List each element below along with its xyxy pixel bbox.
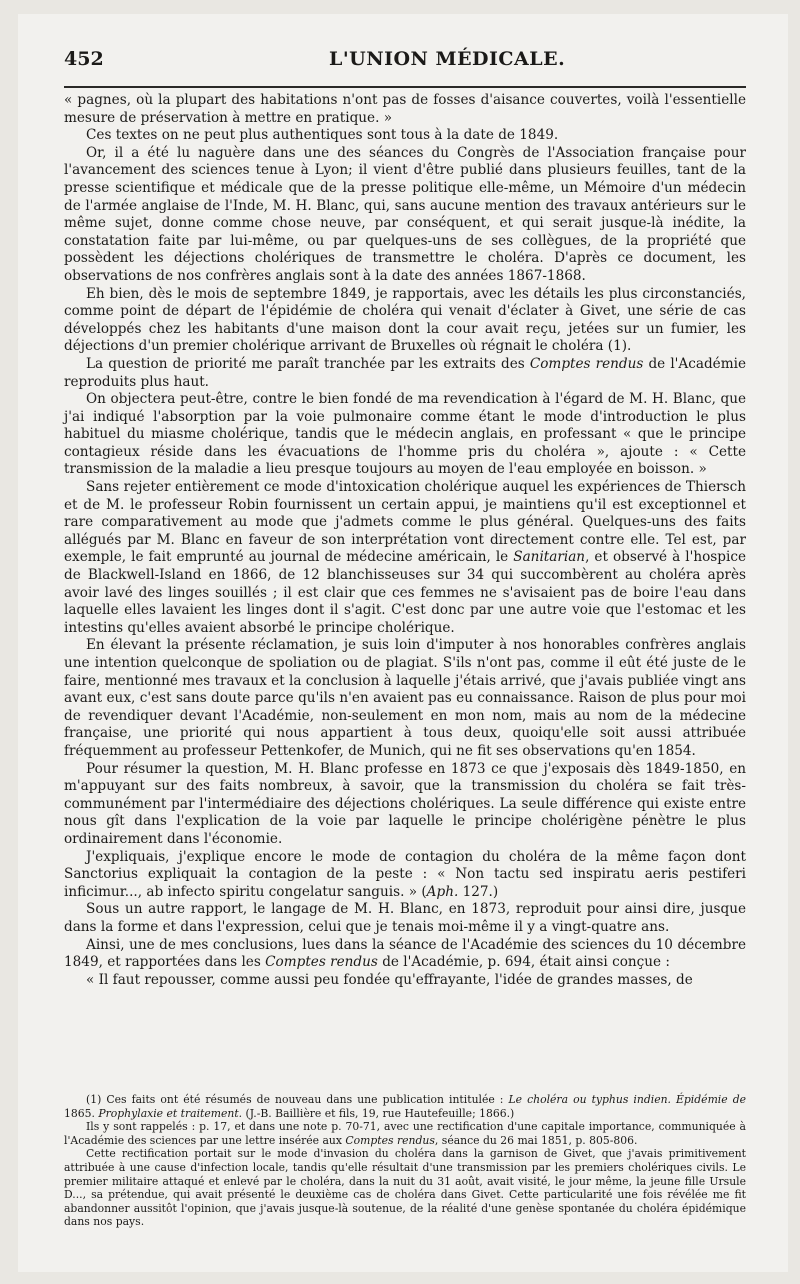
paragraph: Ces textes on ne peut plus authentiques sont tous à la date de 1849. (86, 127, 559, 144)
text-run: de l'Académie, p. 694, était ainsi conçue : (377, 954, 670, 971)
text-run: J'expliquais, j'explique encore le mode de contagion du choléra de la même façon dont Sanctorius expliquait la contagion de la peste : « Non tactu sed inspiratu aeris pestiferi inficimur..., ab infecto spiritu congelatur sanguis. » ( (64, 848, 746, 900)
text-run: Ils y sont rappelés : p. 17, et dans une note p. 70-71, avec une rectification d'une capitale importance, communiquée à l'Académie des sciences par une lettre insérée aux (64, 1120, 746, 1147)
text-run: de l'Académie reproduits plus haut. (64, 355, 746, 390)
italic-run: Prophylaxie et traitement. (98, 1106, 243, 1120)
page-number: 452 (64, 48, 104, 70)
paragraph: En élevant la présente réclamation, je suis loin d'imputer à nos honorables confrères anglais une intention quelconque de spoliation ou de plagiat. S'ils n'ont pas, comme il eût été juste de le faire, mentionné mes travaux et la conclusion à laquelle j'étais arrivé, que j'avais publiée vingt ans avant eux, c'est sans doute parce qu'ils n'en avaient pas eu connaissance. Raison de plus pour moi de revendiquer devant l'Académie, non-seulement en mon nom, mais au nom de la médecine française, une priorité qui nous appartient à tous deux, quoiqu'elle soit aussi attribuée fréquemment au professeur Pettenkofer, de Munich, qui ne fit ses observations qu'en 1854. (64, 637, 746, 759)
footnote: Cette rectification portait sur le mode d'invasion du choléra dans la garnison de Givet, que j'avais primitivement attribuée à une cause d'infection locale, tandis qu'elle résultait d'une transmission par les premiers cholériques civils. Le premier militaire attaqué et enlevé par le choléra, dans la nuit du 31 août, avait visité, le jour même, la jeune fille Ursule D..., sa prétendue, qui avait présenté le deuxième cas de choléra dans Givet. Cette particularité une fois révélée me fit abandonner aussitôt l'opinion, que j'avais jusque-là soutenue, de la réalité d'une genèse spontanée du choléra épidémique dans nos pays. (64, 1147, 746, 1229)
running-header (64, 48, 746, 74)
footnotes (64, 1093, 746, 1229)
article-body (64, 92, 746, 989)
footnote (64, 1120, 746, 1147)
text-run: (1) Ces faits ont été résumés de nouveau dans une publication intitulée : (86, 1093, 509, 1106)
text-run: (J.-B. Baillière et fils, 19, rue Hautefeuille; 1866.) (242, 1106, 515, 1120)
paragraph: On objectera peut-être, contre le bien fondé de ma revendication à l'égard de M. H. Blanc, que j'ai indiqué l'absorption par la voie pulmonaire comme étant le mode d'introduction le plus habituel du miasme cholérique, tandis que le médecin anglais, en professant « que le principe contagieux réside dans les évacuations de l'homme pris du choléra », ajoute : « Cette transmission de la maladie a lieu presque toujours au moyen de l'eau employée en boisson. » (64, 391, 746, 478)
text-run: , et observé à l'hospice de Blackwell-Island en 1866, de 12 blanchisseuses sur 34 qui succombèrent au choléra après avoir lavé des linges souillés ; il est clair que ces femmes ne s'avisaient pas de boire l'eau dans laquelle elles lavaient les linges dont il s'agit. C'est donc par une autre voie que l'estomac et les intestins qu'elles avaient absorbé le principe cholérique. (64, 549, 746, 636)
footnote (64, 1093, 746, 1120)
italic-run: Sanitarian (513, 549, 586, 566)
header-rule (64, 86, 746, 88)
paragraph: Or, il a été lu naguère dans une des séances du Congrès de l'Association française pour l'avancement des sciences tenue à Lyon; il vient d'être publié dans plusieurs feuilles, tant de la presse scientifique et médicale que de la presse politique elle-même, un Mémoire d'un médecin de l'armée anglaise de l'Inde, M. H. Blanc, qui, sans aucune mention des travaux antérieurs sur le même sujet, donne comme chose neuve, par conséquent, et qui serait jusque-là inédite, la constatation faite par lui-même, ou par quelques-uns de ses collègues, de la propriété que possèdent les déjections cholériques de transmettre le choléra. D'après ce document, les observations de nos confrères anglais sont à la date des années 1867-1868. (64, 144, 746, 284)
running-title: L'UNION MÉDICALE. (329, 48, 566, 70)
italic-run: Comptes rendus (265, 954, 378, 971)
paragraph (64, 479, 746, 637)
paragraph (64, 937, 746, 972)
text-run: La question de priorité me paraît tranchée par les extraits des (86, 355, 530, 372)
text-run: 1865. (64, 1106, 99, 1120)
paragraph: Pour résumer la question, M. H. Blanc professe en 1873 ce que j'exposais dès 1849-1850, en m'appuyant sur des faits nombreux, à savoir, que la transmission du choléra se fait très-communément par l'intermédiaire des déjections cholériques. La seule différence qui existe entre nous gît dans l'explication de la voie par laquelle le principe cholérigène pénètre le plus ordinairement dans l'économie. (64, 760, 746, 847)
text-run: Sans rejeter entièrement ce mode d'intoxication cholérique auquel les expériences de Thiersch et de M. le professeur Robin fournissent un certain appui, je maintiens qu'il est exceptionnel et rare comparativement au mode que j'admets comme le plus général. Quelques-uns des faits allégués par M. Blanc en faveur de son interprétation vont directement contre elle. Tel est, par exemple, le fait emprunté au journal de médecine américain, le (64, 479, 746, 566)
paragraph (64, 356, 746, 391)
italic-run: Comptes rendus (345, 1133, 435, 1147)
text-run: Ainsi, une de mes conclusions, lues dans la séance de l'Académie des sciences du 10 décembre 1849, et rapportées dans les (64, 936, 746, 971)
paragraph (64, 849, 746, 902)
paragraph: « Il faut repousser, comme aussi peu fondée qu'effrayante, l'idée de grandes masses, de (86, 971, 693, 988)
italic-run: Le choléra ou typhus indien. Épidémie de (508, 1093, 746, 1106)
paragraph: Sous un autre rapport, le langage de M. H. Blanc, en 1873, reproduit pour ainsi dire, jusque dans la forme et dans l'expression, celui que je tenais moi-même il y a vingt-quatre ans. (64, 901, 746, 935)
paragraph: « pagnes, où la plupart des habitations n'ont pas de fosses d'aisance couvertes, voilà l'essentielle mesure de préservation à mettre en pratique. » (64, 92, 746, 126)
paragraph: Eh bien, dès le mois de septembre 1849, je rapportais, avec les détails les plus circonstanciés, comme point de départ de l'épidémie de choléra qui venait d'éclater à Givet, une série de cas développés chez les habitants d'une maison dont la cour avait reçu, jetées sur un fumier, les déjections d'un premier cholérique arrivant de Bruxelles où régnait le choléra (1). (64, 285, 746, 355)
text-run: , séance du 26 mai 1851, p. 805-806. (434, 1133, 638, 1147)
text-run: 127.) (458, 883, 499, 900)
italic-run: Comptes rendus (529, 355, 644, 372)
italic-run: Aph. (426, 883, 459, 900)
